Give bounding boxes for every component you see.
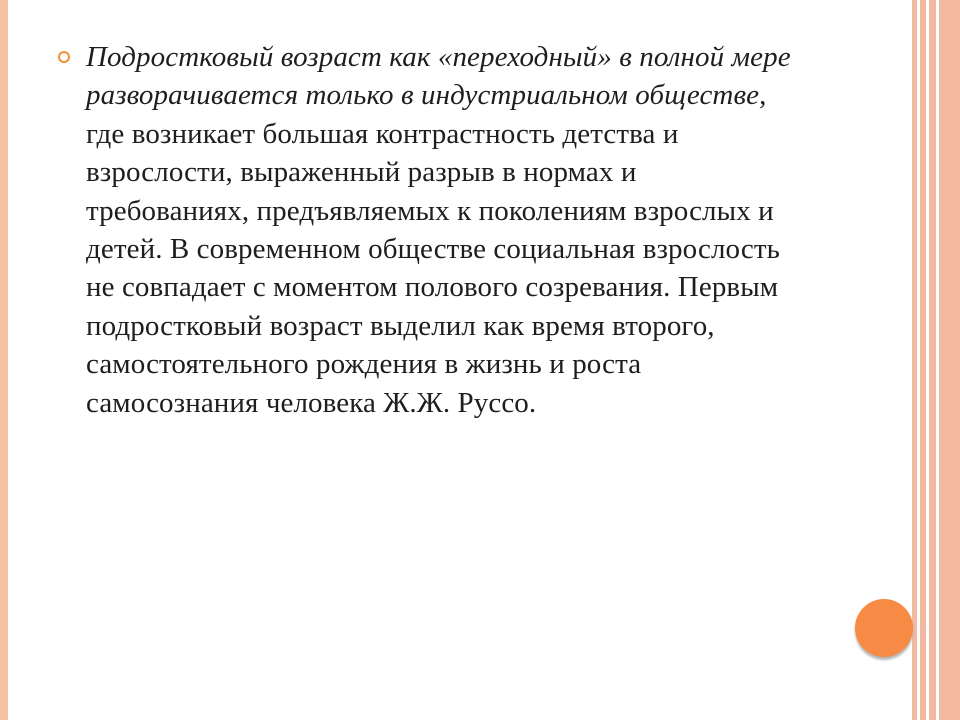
bullet-circle-icon bbox=[58, 51, 70, 63]
bullet-item bbox=[56, 38, 836, 422]
bullet-text bbox=[86, 38, 806, 422]
left-edge-stripe bbox=[0, 0, 8, 720]
panel-stripe bbox=[917, 0, 920, 720]
bullet-text-italic-run: Подростковый возраст как «переходный» в полной мере разворачивается только в индустриальном обществе bbox=[86, 41, 791, 112]
panel-stripe bbox=[926, 0, 929, 720]
bullet-text-regular-run: , где возникает большая контрастность детства и взрослости, выраженный разрыв в нормах и требованиях, предъявляемых к поколениям взрослых и детей. В современном обществе социальная взрослость не совпадает с моментом полового созревания. Первым подростковый возраст выделил как время второго, самостоятельного рождения в жизнь и роста самосознания человека Ж.Ж. Руссо. bbox=[86, 79, 780, 419]
slide-body bbox=[56, 38, 836, 422]
decorative-circle-icon bbox=[855, 599, 913, 657]
panel-stripe bbox=[936, 0, 939, 720]
right-decorative-panel bbox=[912, 0, 960, 720]
